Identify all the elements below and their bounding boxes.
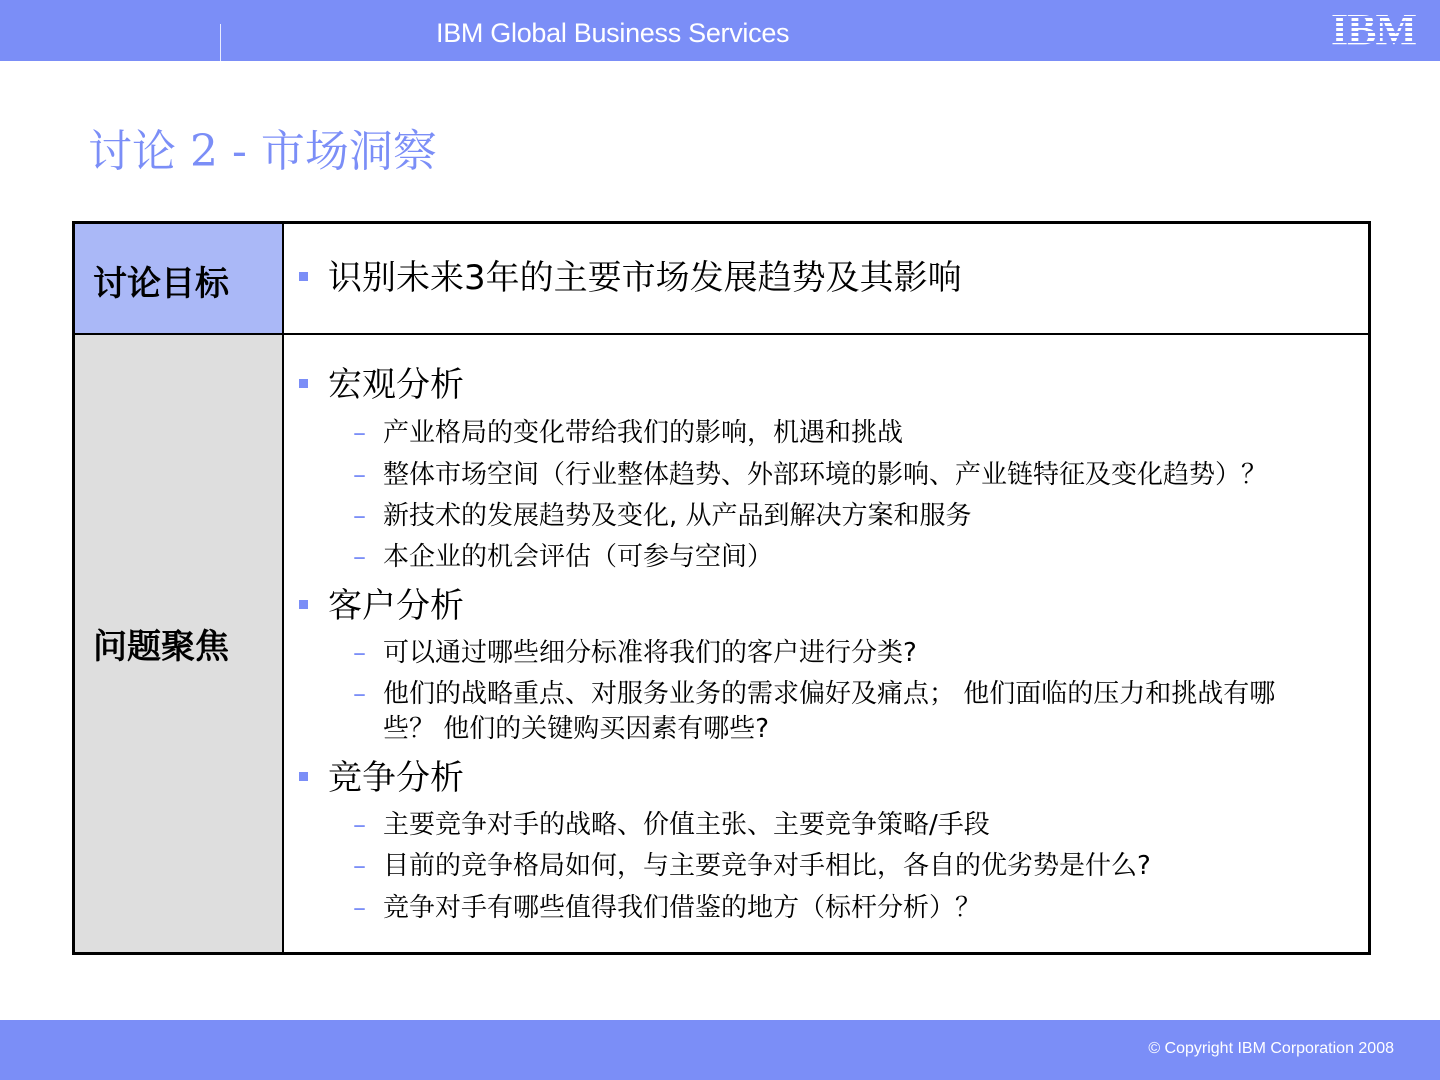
goal-item [299, 256, 962, 300]
dash-bullet-icon: – [353, 893, 366, 923]
goal-label-cell [75, 224, 284, 333]
square-bullet-icon [299, 600, 308, 609]
dash-bullet-icon: – [353, 638, 366, 668]
list-item-text: 新技术的发展趋势及变化, 从产品到解决方案和服务 [383, 501, 972, 531]
list-item-text: 主要竞争对手的战略、价值主张、主要竞争策略/手段 [383, 810, 990, 840]
goal-label: 讨论目标 [93, 264, 229, 304]
footer-bar [0, 1020, 1440, 1080]
copyright-text: © Copyright IBM Corporation 2008 [1148, 1040, 1394, 1057]
list-item-text: 产业格局的变化带给我们的影响，机遇和挑战 [383, 418, 904, 448]
section-heading-text: 客户分析 [328, 586, 464, 626]
section-heading [299, 584, 464, 628]
header-title: IBM Global Business Services [436, 18, 790, 48]
focus-label: 问题聚焦 [93, 627, 229, 667]
square-bullet-icon [299, 379, 308, 388]
slide-title: 讨论 2 - 市场洞察 [88, 126, 437, 177]
dash-bullet-icon: – [353, 501, 366, 531]
dash-bullet-icon: – [353, 810, 366, 840]
list-item-text: 目前的竞争格局如何，与主要竞争对手相比，各自的优劣势是什么? [383, 851, 1151, 881]
list-item-text: 可以通过哪些细分标准将我们的客户进行分类? [383, 638, 917, 668]
square-bullet-icon [299, 272, 308, 281]
section-heading [299, 363, 464, 407]
list-item-text: 竞争对手有哪些值得我们借鉴的地方（标杆分析）？ [383, 893, 982, 923]
dash-bullet-icon: – [353, 418, 366, 448]
header-bar [0, 0, 1440, 61]
list-item-text: 本企业的机会评估（可参与空间） [383, 542, 774, 572]
dash-bullet-icon: – [353, 851, 366, 881]
dash-bullet-icon: – [353, 542, 366, 572]
section-heading [299, 756, 464, 800]
dash-bullet-icon: – [353, 679, 366, 709]
goal-item-text: 识别未来3年的主要市场发展趋势及其影响 [328, 258, 962, 298]
focus-label-cell [75, 335, 284, 952]
list-item-text: 整体市场空间（行业整体趋势、外部环境的影响、产业链特征及变化趋势）？ [383, 460, 1268, 490]
list-item-text: 他们的战略重点、对服务业务的需求偏好及痛点； 他们面临的压力和挑战有哪 [383, 679, 1276, 709]
section-heading-text: 宏观分析 [328, 365, 464, 405]
square-bullet-icon [299, 772, 308, 781]
header-divider [220, 24, 221, 61]
dash-bullet-icon: – [353, 460, 366, 490]
discussion-table [72, 221, 1371, 955]
list-item-text: 些？ 他们的关键购买因素有哪些? [383, 714, 770, 744]
ibm-logo-icon: IBM [1331, 5, 1416, 54]
section-heading-text: 竞争分析 [328, 758, 464, 798]
